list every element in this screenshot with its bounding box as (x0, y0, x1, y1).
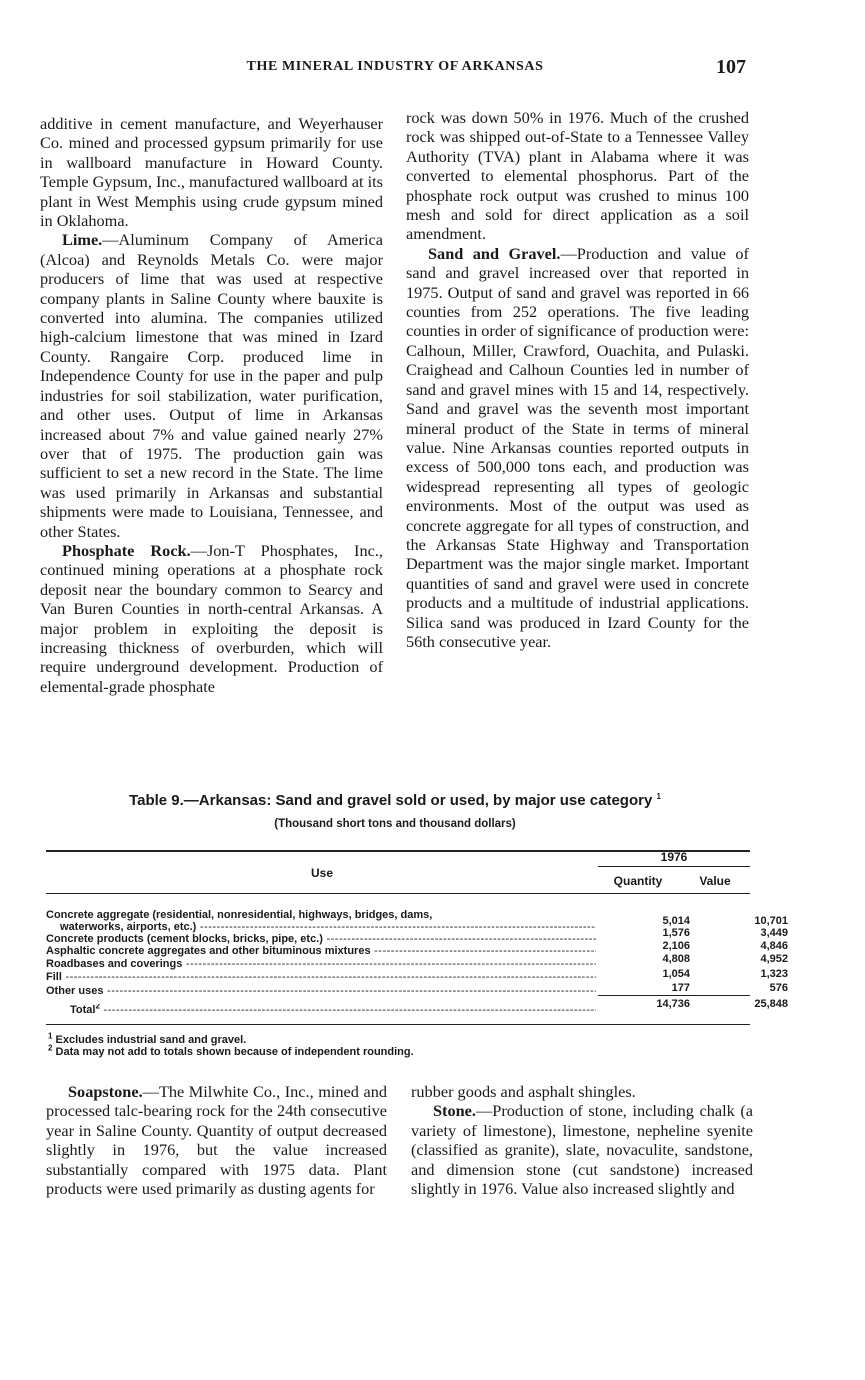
paragraph-soapstone-continued: rubber goods and asphalt shingles. (411, 1082, 636, 1101)
row-quantity: 1,054 (662, 968, 690, 980)
page-header (40, 56, 750, 80)
row-use: Asphaltic concrete aggregates and other bituminous mixtures ----- (46, 945, 596, 957)
row-quantity: 14,736 (656, 998, 690, 1010)
row-quantity: 177 (671, 982, 690, 994)
row-value: 3,449 (760, 927, 788, 939)
column-top-left (40, 114, 383, 696)
column-bottom-right (411, 1082, 753, 1198)
phosphate-rock-text: —Jon-T Phosphates, Inc., continued mining operations at a phosphate rock deposit near the boundary common to Searcy and Van Buren Counties in north-central Arkansas. A major problem in exploiting the deposit is increasing thickness of overburden, which will require underground development. Production of elemental-grade phosphate (40, 540, 383, 696)
row-use: Total$^2$ ----- (70, 1004, 596, 1016)
total-note: 2 (95, 1004, 100, 1011)
table-subcaption: (Thousand short tons and thousand dollars) (274, 818, 516, 830)
col-header-quantity: Quantity (613, 874, 663, 888)
soapstone-heading: Soapstone. (68, 1082, 143, 1101)
header-bottom-rule (46, 893, 750, 894)
lime-text: —Aluminum Company of America (Alcoa) and Reynolds Metals Co. were major producers of lime that was used at respective company plants in Saline County where bauxite is converted into alumina. The companies utilized high-calcium limestone that was mined in Izard County. Rangaire Corp. produced lime in Independence County for use in the paper and pulp industries for soil stabilization, water purification, and other uses. Output of lime in Arkansas increased about 7% and value gained nearly 27% over that of 1975. The production gain was sufficient to set a new record in the State. The lime was used primarily in Arkansas and substantial shipments were made to Louisiana, Tennessee, and other States. (40, 230, 383, 541)
row-quantity: 1,576 (662, 927, 690, 939)
row-use: Other uses ----- (46, 985, 596, 997)
lime-heading: Lime. (62, 230, 103, 250)
col-header-year: 1976 (660, 850, 688, 864)
col-header-value: Value (699, 874, 731, 888)
row-quantity: 2,106 (662, 940, 690, 952)
row-use: Concrete products (cement blocks, bricks, pipe, etc.) ----- (46, 933, 596, 945)
table-caption-note: 1 (656, 792, 661, 801)
row-value: 4,952 (760, 953, 788, 965)
row-quantity: 4,808 (662, 953, 690, 965)
stone-text: —Production of stone, including chalk (a variety of limestone), limestone, nepheline syenite (classified as granite), slate, novaculite, sandstone, and dimension stone (cut sandstone) increased slightly in 1976. Value also increased slightly and (411, 1101, 753, 1199)
row-value: 1,323 (760, 968, 788, 980)
paragraph-soapstone (46, 1082, 387, 1198)
paragraph-gypsum-continued: additive in cement manufacture, and Weyerhauser Co. mined and processed gypsum primarily for use in wallboard manufacture in Howard County. Temple Gypsum, Inc., manufactured wallboard at its plant in West Memphis using crude gypsum mined in Oklahoma. (40, 114, 383, 231)
table-bottom-rule (46, 1024, 750, 1025)
row-value: 25,848 (754, 998, 788, 1010)
row-use: waterworks, airports, etc.) ----- (60, 921, 596, 933)
running-title: THE MINERAL INDUSTRY OF ARKANSAS (246, 59, 544, 74)
row-value: 4,846 (760, 940, 788, 952)
col-header-use: Use (310, 866, 333, 880)
table-caption: Table 9.—Arkansas: Sand and gravel sold or used, by major use category $^1$ (129, 792, 661, 809)
row-value: 576 (769, 982, 788, 994)
sand-gravel-text: —Production and value of sand and gravel increased over that reported in 1975. Output of sand and gravel was reported in 66 counties from 252 operations. The five leading counties in order of significance of production were: Calhoun, Miller, Crawford, Ouachita, and Pulaski. Craighead and Calhoun Counties led in number of sand and gravel mines with 15 and 14, respectively. Sand and gravel was the seventh most important mineral product of the State in terms of mineral value. Nine Arkansas counties reported outputs in excess of 500,000 tons each, and production was widespread representing all types of geologic environments. Most of the output was used as concrete aggregate for all types of construction, and the Arkansas State Highway and Transportation Department was the major single market. Important quantities of sand and gravel were used in concrete products and a multitude of industrial applications. Silica sand was produced in Izard County for the 56th consecutive year. (406, 243, 749, 651)
row-use: Roadbases and coverings ----- (46, 958, 596, 970)
page-number: 107 (716, 56, 746, 78)
table-row-total (46, 998, 788, 1016)
paragraph-phosphate-continued: rock was down 50% in 1976. Much of the crushed rock was shipped out-of-State to a Tennessee Valley Authority (TVA) plant in Alabama where it was converted to elemental phosphorus. Part of the phosphate rock output was crushed to minus 100 mesh and sold for direct application as a soil amendment. (406, 108, 749, 244)
stone-heading: Stone. (433, 1101, 476, 1121)
row-use: Fill ----- (46, 971, 596, 983)
column-bottom-left (46, 1082, 387, 1198)
paragraph-phosphate-rock (40, 541, 383, 696)
table-row (46, 982, 788, 997)
row-quantity: 5,014 (662, 915, 690, 927)
year-rule (598, 866, 750, 867)
row-value: 10,701 (754, 915, 788, 927)
phosphate-rock-heading: Phosphate Rock. (62, 540, 191, 560)
footnote-2: $^2$ Data may not add to totals shown because of independent rounding. (48, 1043, 414, 1058)
paragraph-lime (40, 230, 383, 541)
column-top-right (406, 108, 749, 651)
row-use: Concrete aggregate (residential, nonresidential, highways, bridges, dams, (46, 909, 433, 921)
sand-gravel-heading: Sand and Gravel. (428, 243, 561, 263)
soapstone-text: —The Milwhite Co., Inc., mined and processed talc-bearing rock for the 24th consecutive year in Saline County. Quantity of output decreased slightly in 1976, but the value increased substantially compared with 1975 data. Plant products were used primarily as dusting agents for (46, 1082, 387, 1199)
paragraph-stone (411, 1101, 753, 1198)
footnote-1: $^1$ Excludes industrial sand and gravel. (48, 1031, 247, 1046)
paragraph-sand-gravel (406, 244, 749, 652)
